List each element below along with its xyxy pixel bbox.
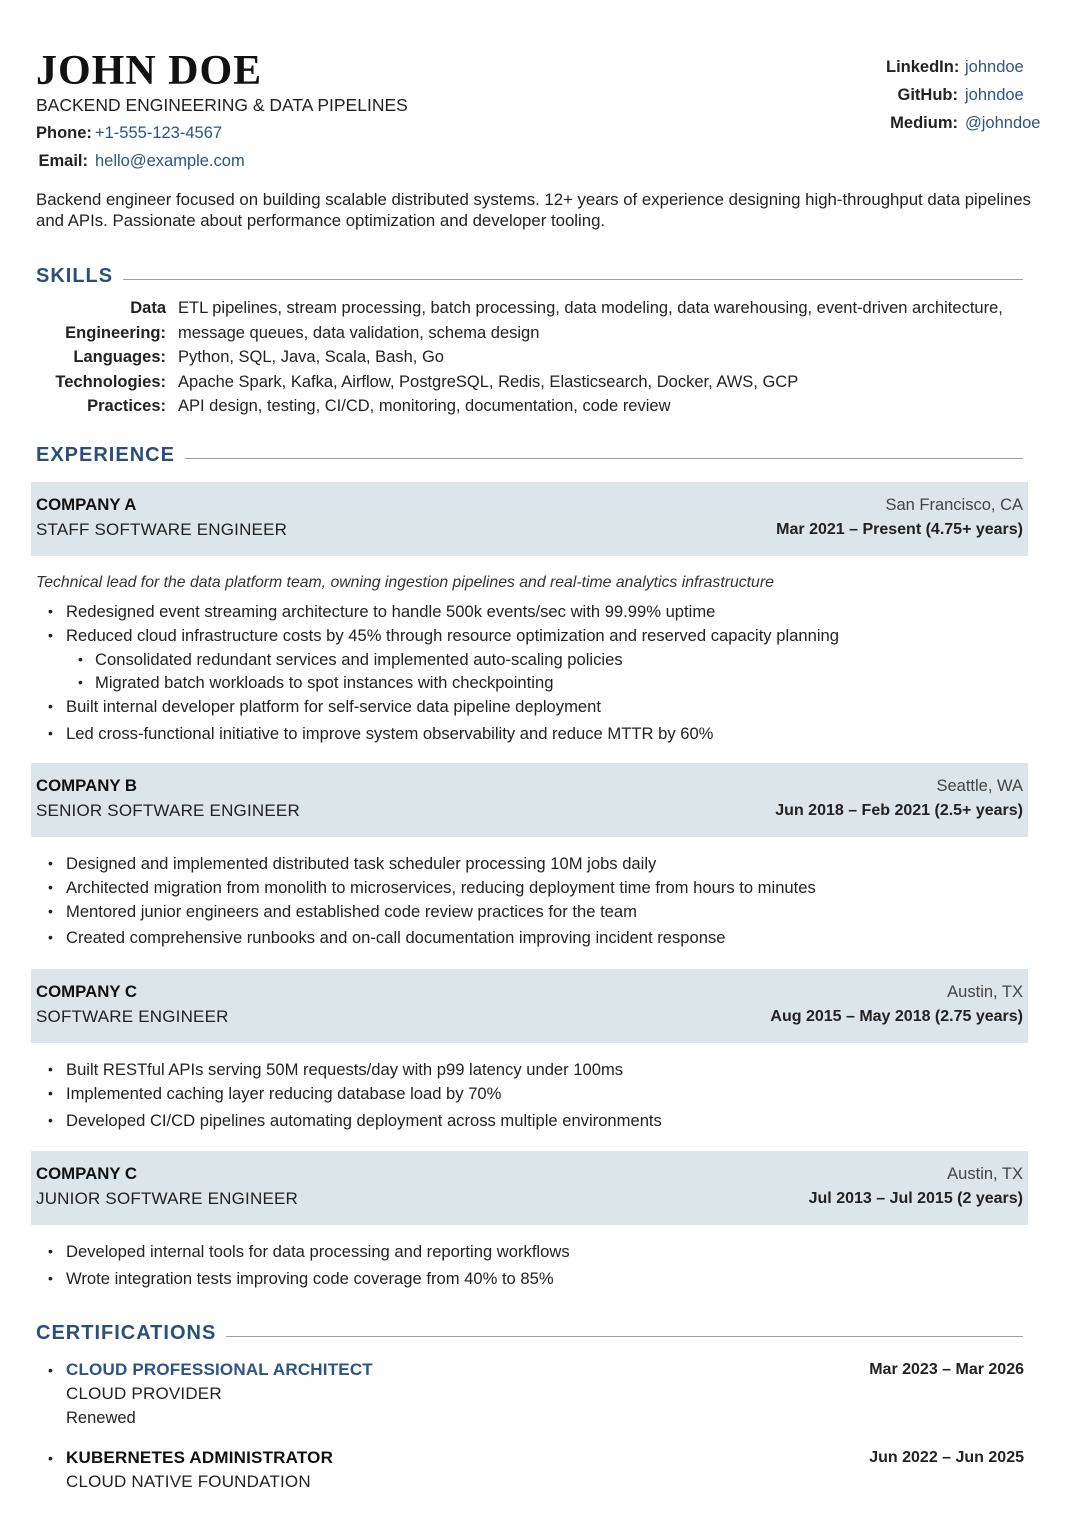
skill-category: Technologies: <box>55 372 166 391</box>
job-location: San Francisco, CA <box>885 496 1023 514</box>
skill-values: Python, SQL, Java, Scala, Bash, Go <box>178 348 444 366</box>
job-company: COMPANY C <box>36 1164 138 1183</box>
certification-name: CLOUD PROFESSIONAL ARCHITECT <box>66 1360 373 1379</box>
skills-heading <box>36 261 1023 291</box>
tagline: BACKEND ENGINEERING & DATA PIPELINES <box>36 95 408 115</box>
certification-dates: Mar 2023 – Mar 2026 <box>869 1361 1024 1378</box>
medium-row <box>886 109 1044 137</box>
certification-name: KUBERNETES ADMINISTRATOR <box>66 1448 334 1467</box>
skill-values: Apache Spark, Kafka, Airflow, PostgreSQL, Redis, Elasticsearch, Docker, AWS, GCP <box>178 372 799 391</box>
sub-list-item: • Migrated batch workloads to spot instances with checkpointing <box>36 671 1036 695</box>
linkedin-label: LinkedIn: <box>886 58 960 76</box>
github-link[interactable]: johndoe <box>965 86 1024 104</box>
list-item: • Architected migration from monolith to microservices, reducing deployment time from hours to minutes <box>36 876 1036 900</box>
certification-issuer: CLOUD PROVIDER <box>66 1384 222 1403</box>
certification-dates: Jun 2022 – Jun 2025 <box>869 1449 1024 1466</box>
list-item: • Reduced cloud infrastructure costs by 45% through resource optimization and reserved capacity planning <box>36 624 1036 648</box>
linkedin-link[interactable]: johndoe <box>965 58 1024 76</box>
skill-row <box>36 345 1026 370</box>
experience-title: EXPERIENCE <box>36 443 175 466</box>
section-divider <box>226 1336 1023 1337</box>
linkedin-row <box>886 53 1044 81</box>
skill-row <box>36 296 1026 345</box>
list-item: • Led cross-functional initiative to improve system observability and reduce MTTR by 60% <box>36 722 1036 746</box>
skill-values: ETL pipelines, stream processing, batch processing, data modeling, data warehousing, event-driven architecture, message queues, data validation, schema design <box>178 299 1003 342</box>
phone-link[interactable]: +1-555-123-4567 <box>95 124 223 142</box>
skill-row <box>36 370 1026 395</box>
email-label: Email: <box>38 152 88 170</box>
phone-label: Phone: <box>36 124 92 142</box>
list-item: • Created comprehensive runbooks and on-call documentation improving incident response <box>36 926 1036 950</box>
job-company: COMPANY B <box>36 776 138 795</box>
experience-heading <box>36 440 1023 470</box>
medium-label: Medium: <box>890 114 958 132</box>
job-bullets <box>36 600 1036 746</box>
skills-title: SKILLS <box>36 264 114 287</box>
summary: Backend engineer focused on building scalable distributed systems. 12+ years of experience designing high-throughput data pipelines and APIs. Passionate about performance optimization and developer tooling. <box>36 190 1031 230</box>
job-bullets <box>36 1058 1036 1132</box>
certifications-title: CERTIFICATIONS <box>36 1321 217 1344</box>
skill-values: API design, testing, CI/CD, monitoring, documentation, code review <box>178 397 671 415</box>
section-divider <box>185 458 1023 459</box>
job-location: Austin, TX <box>947 1165 1023 1183</box>
job-title: JUNIOR SOFTWARE ENGINEER <box>36 1189 299 1208</box>
job-bullets <box>36 1240 1036 1291</box>
email-row <box>36 147 245 175</box>
job-header <box>31 969 1028 1043</box>
certification-note: Renewed <box>66 1409 136 1427</box>
candidate-name: JOHN DOE <box>36 48 263 94</box>
github-row <box>886 81 1044 109</box>
job-title: STAFF SOFTWARE ENGINEER <box>36 520 288 539</box>
email-link[interactable]: hello@example.com <box>95 152 245 170</box>
bullet-dot: • <box>48 1362 53 1378</box>
contact-primary <box>36 119 245 175</box>
job-title: SOFTWARE ENGINEER <box>36 1007 229 1026</box>
job-company: COMPANY A <box>36 495 137 514</box>
job-dates: Jun 2018 – Feb 2021 (2.5+ years) <box>775 802 1023 819</box>
sub-list-item: • Consolidated redundant services and implemented auto-scaling policies <box>36 648 1036 672</box>
certification-issuer: CLOUD NATIVE FOUNDATION <box>66 1472 311 1491</box>
phone-row <box>36 119 245 147</box>
list-item: • Developed internal tools for data processing and reporting workflows <box>36 1240 1036 1264</box>
job-title: SENIOR SOFTWARE ENGINEER <box>36 801 300 820</box>
contact-social <box>886 53 1044 137</box>
github-label: GitHub: <box>897 86 958 104</box>
section-divider <box>123 279 1023 280</box>
list-item: • Implemented caching layer reducing database load by 70% <box>36 1082 1036 1106</box>
skills-list <box>36 296 1026 419</box>
skill-category: Practices: <box>87 397 166 415</box>
list-item: • Built RESTful APIs serving 50M requests/day with p99 latency under 100ms <box>36 1058 1036 1082</box>
job-bullets <box>36 852 1036 950</box>
skill-category: Data Engineering: <box>65 299 166 342</box>
list-item: • Mentored junior engineers and established code review practices for the team <box>36 900 1036 924</box>
job-description: Technical lead for the data platform team, owning ingestion pipelines and real-time analytics infrastructure <box>36 574 774 591</box>
skill-category: Languages: <box>73 348 166 366</box>
skill-row <box>36 394 1026 419</box>
bullet-dot: • <box>48 1450 53 1466</box>
job-dates: Mar 2021 – Present (4.75+ years) <box>776 521 1023 538</box>
list-item: • Wrote integration tests improving code coverage from 40% to 85% <box>36 1267 1036 1291</box>
job-header <box>31 1151 1028 1225</box>
job-dates: Jul 2013 – Jul 2015 (2 years) <box>808 1190 1023 1207</box>
job-header <box>31 482 1028 556</box>
medium-link[interactable]: @johndoe <box>965 114 1041 132</box>
job-dates: Aug 2015 – May 2018 (2.75 years) <box>770 1008 1023 1025</box>
list-item: • Designed and implemented distributed task scheduler processing 10M jobs daily <box>36 852 1036 876</box>
list-item: • Redesigned event streaming architecture to handle 500k events/sec with 99.99% uptime <box>36 600 1036 624</box>
job-company: COMPANY C <box>36 982 138 1001</box>
job-location: Seattle, WA <box>936 777 1023 795</box>
job-header <box>31 763 1028 837</box>
list-item: • Developed CI/CD pipelines automating deployment across multiple environments <box>36 1109 1036 1133</box>
list-item: • Built internal developer platform for self-service data pipeline deployment <box>36 695 1036 719</box>
job-location: Austin, TX <box>947 983 1023 1001</box>
certifications-heading <box>36 1318 1023 1348</box>
